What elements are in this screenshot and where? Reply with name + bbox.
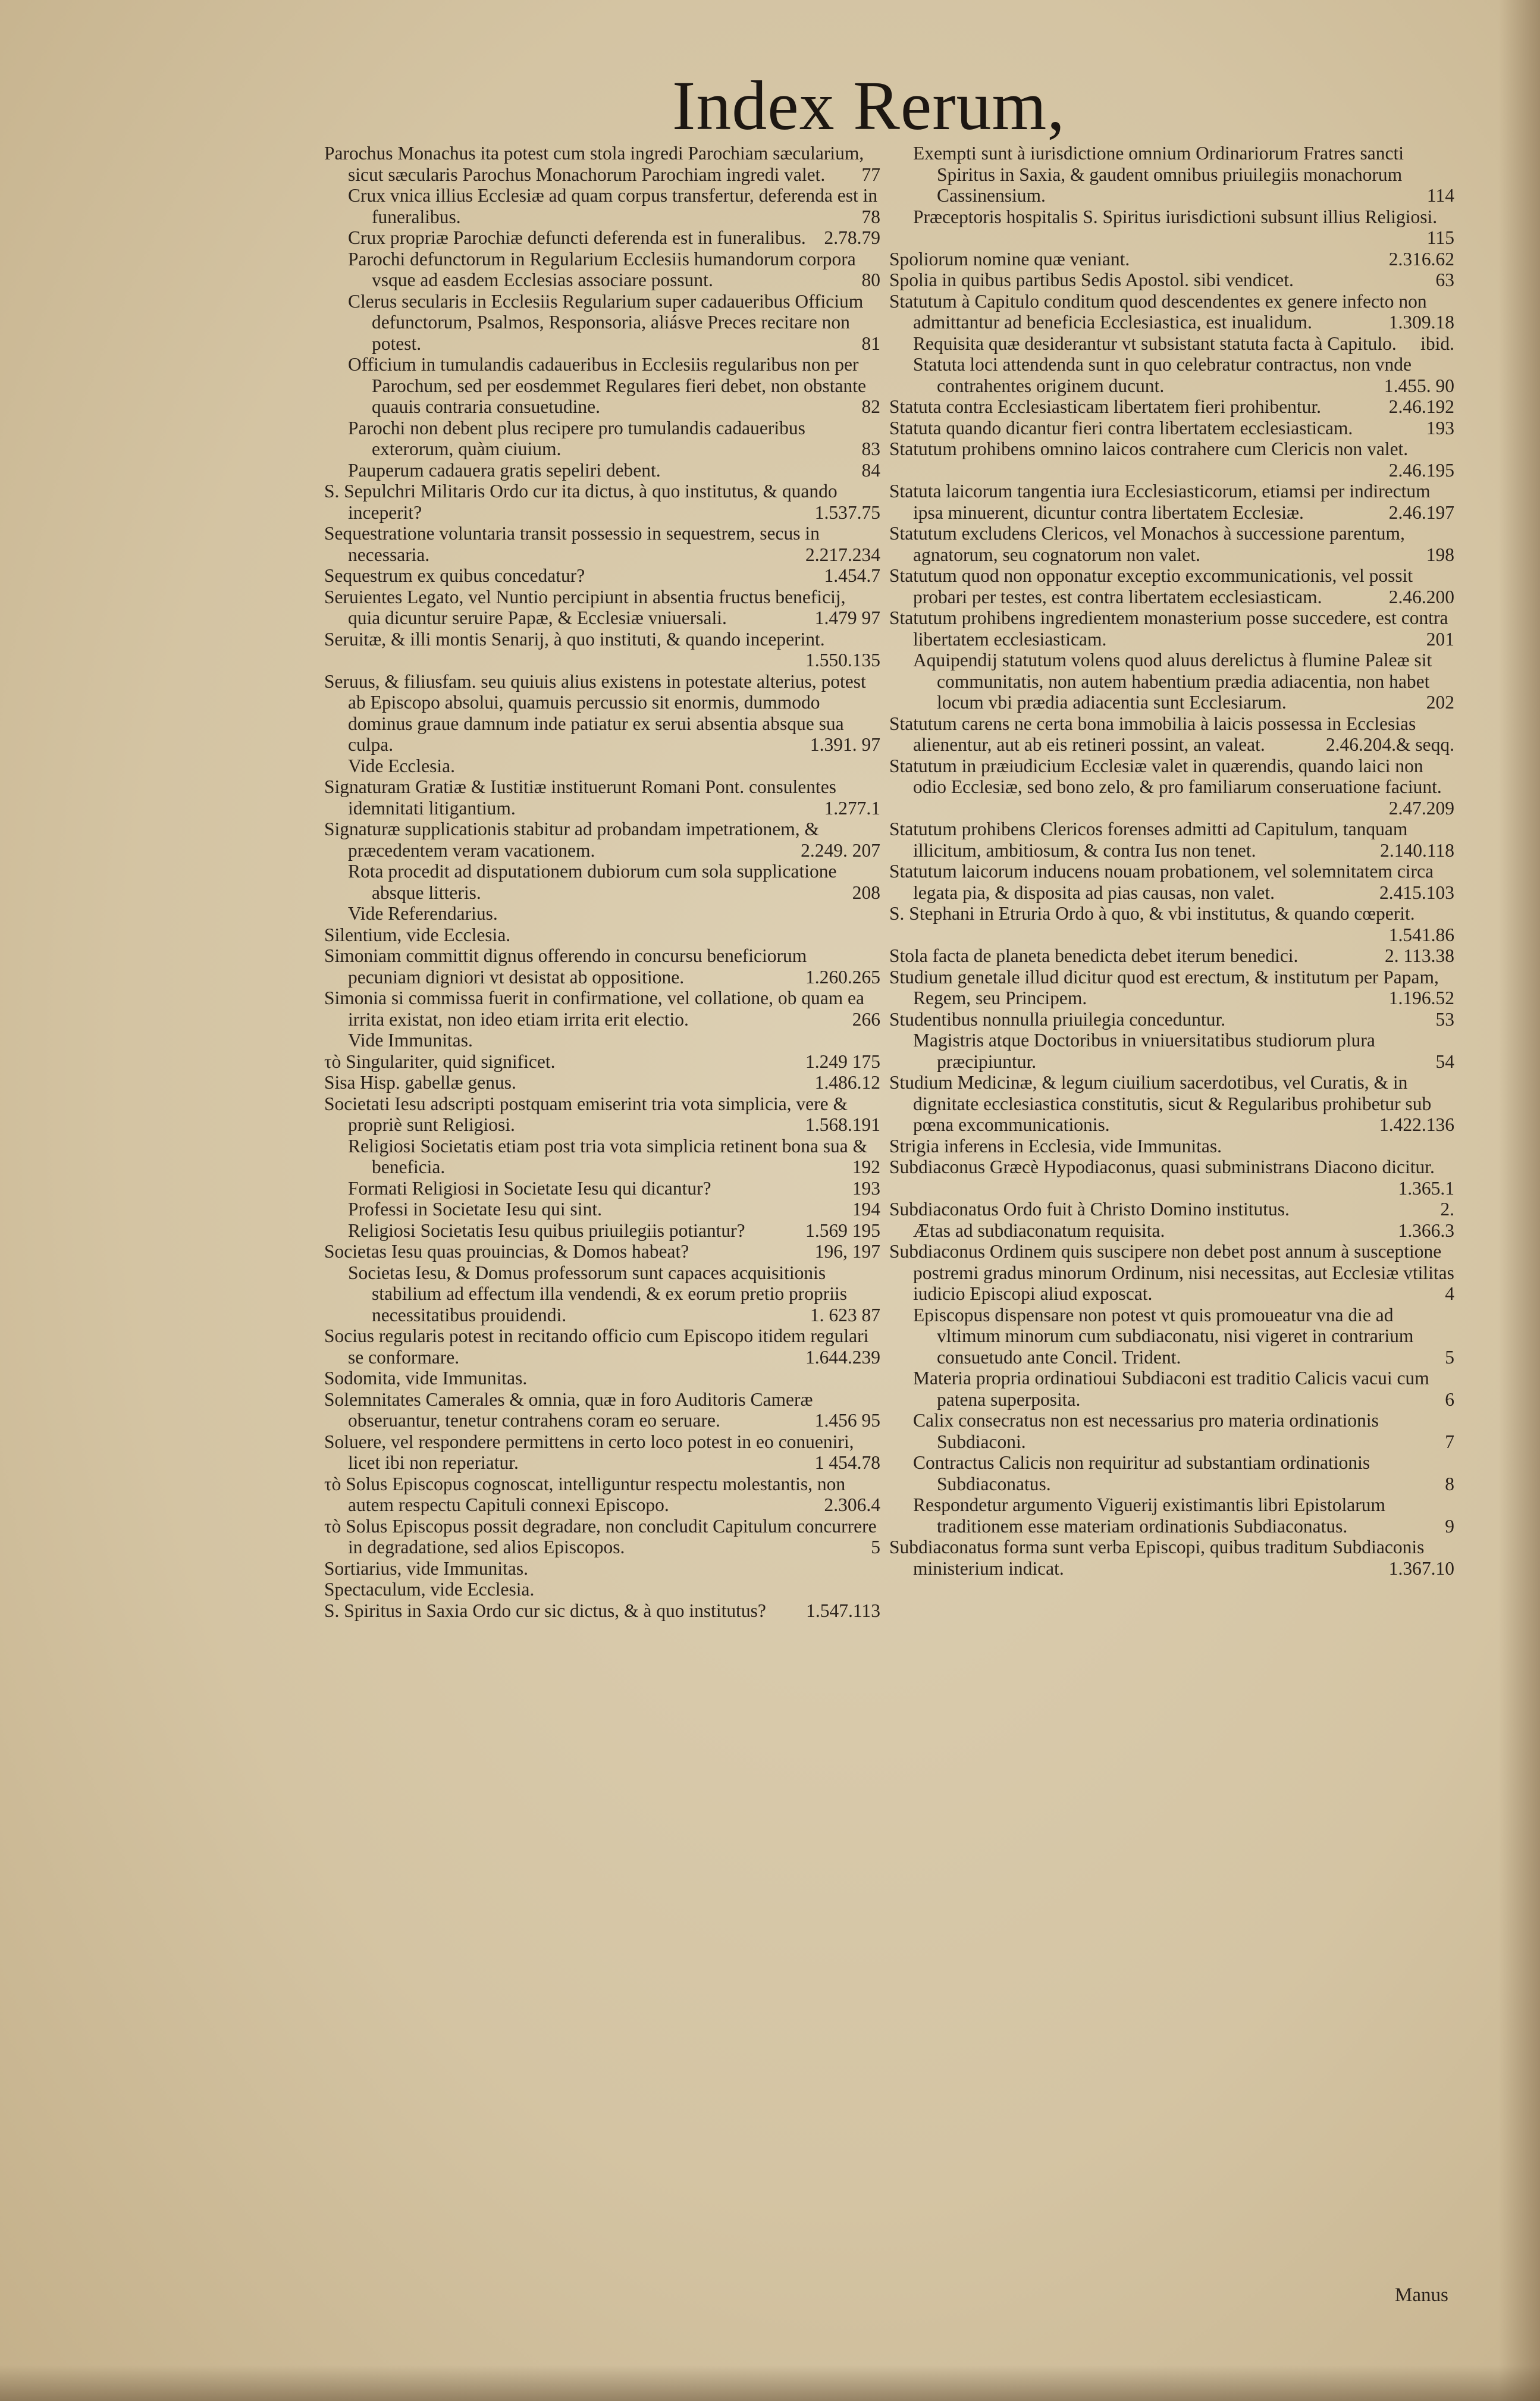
index-entry xyxy=(324,1030,880,1051)
entry-text: S. Spiritus in Saxia Ordo cur sic dictus, & à quo institutus? xyxy=(324,1600,766,1621)
entry-text: Subdiaconus Græcè Hypodiaconus, quasi subministrans Diacono dicitur. xyxy=(889,1156,1435,1177)
entry-text: Statutum excludens Clericos, vel Monachos à successione parentum, agnatorum, seu cognatorum non valet. xyxy=(889,523,1405,565)
entry-text: Officium in tumulandis cadaueribus in Ecclesiis regularibus non per Parochum, sed per eosdemmet Regulares fieri debet, non obstante quauis contraria consuetudine. xyxy=(348,354,866,417)
index-entry xyxy=(324,1474,880,1516)
entry-text: Sequestrum ex quibus concedatur? xyxy=(324,565,585,586)
entry-text: Vide Immunitas. xyxy=(348,1030,473,1051)
index-entry xyxy=(889,1410,1454,1452)
entry-reference: 1.486.12 xyxy=(814,1072,880,1093)
entry-reference: 2.78.79 xyxy=(824,227,880,248)
entry-reference: 82 xyxy=(861,396,880,417)
index-entry xyxy=(324,1093,880,1136)
index-entry xyxy=(889,967,1454,1009)
entry-text: Seruitæ, & illi montis Senarij, à quo instituti, & quando inceperint. xyxy=(324,628,825,650)
entry-reference: 1 454.78 xyxy=(814,1452,880,1473)
index-entry xyxy=(889,291,1454,333)
entry-reference: 2.46.204.& seqq. xyxy=(1325,734,1454,755)
entry-reference: ibid. xyxy=(1420,333,1454,354)
entry-text: Statutum prohibens omnino laicos contrahere cum Clericis non valet. xyxy=(889,438,1409,459)
entry-text: Statuta loci attendenda sunt in quo celebratur contractus, non vnde contrahentes originem ducunt. xyxy=(913,354,1412,396)
entry-reference: 2.316.62 xyxy=(1388,248,1454,269)
index-entry xyxy=(324,1072,880,1093)
index-entry xyxy=(324,756,880,777)
index-entry xyxy=(889,607,1454,650)
index-column-left xyxy=(324,143,880,1621)
index-entry xyxy=(324,1325,880,1368)
entry-text: Religiosi Societatis Iesu quibus priuilegiis potiantur? xyxy=(348,1220,745,1241)
entry-text: Strigia inferens in Ecclesia, vide Immunitas. xyxy=(889,1135,1222,1156)
page-edge-shadow xyxy=(1498,0,1540,2401)
entry-text: Subdiaconus Ordinem quis suscipere non debet post annum à susceptione postremi gradus minorum Ordinum, nisi necessitas, aut Ecclesiæ vtilitas iudicio Episcopi aliud exposcat. xyxy=(889,1241,1454,1304)
entry-reference: 84 xyxy=(861,459,880,481)
entry-text: Formati Religiosi in Societate Iesu qui dicantur? xyxy=(348,1177,711,1199)
entry-reference: 1.568.191 xyxy=(805,1114,880,1135)
index-entry xyxy=(889,1072,1454,1136)
entry-text: Stola facta de planeta benedicta debet iterum benedici. xyxy=(889,945,1299,966)
entry-reference: 1.547.113 xyxy=(806,1600,880,1621)
entry-reference: 80 xyxy=(861,269,880,290)
index-entry xyxy=(889,756,1454,819)
entry-text: Societas Iesu quas prouincias, & Domos habeat? xyxy=(324,1241,689,1262)
index-entry xyxy=(324,1431,880,1474)
index-entry xyxy=(324,1558,880,1579)
index-entry xyxy=(889,523,1454,565)
index-column-right xyxy=(889,143,1454,1579)
entry-reference: 2.46.200 xyxy=(1388,586,1454,607)
entry-reference: 2.217.234 xyxy=(805,544,880,565)
index-entry xyxy=(324,1579,880,1600)
entry-text: Statutum carens ne certa bona immobilia à laicis possessa in Ecclesias alienentur, aut ab eis retineri possint, an valeat. xyxy=(889,713,1416,755)
entry-text: Professi in Societate Iesu qui sint. xyxy=(348,1199,602,1220)
entry-text: Clerus secularis in Ecclesiis Regularium super cadaueribus Officium defunctorum, Psalmos, Responsoria, aliásve Preces recitare non potest. xyxy=(348,290,864,354)
catchword: Manus xyxy=(1395,2284,1448,2306)
entry-text: Rota procedit ad disputationem dubiorum cum sola supplicatione absque litteris. xyxy=(348,861,837,903)
index-entry xyxy=(889,206,1454,249)
index-entry xyxy=(889,1368,1454,1410)
index-entry xyxy=(889,819,1454,861)
entry-text: τò Solus Episcopus possit degradare, non concludit Capitulum concurrere in degradatione, sed alios Episcopos. xyxy=(324,1515,877,1557)
entry-text: Seruientes Legato, vel Nuntio percipiunt in absentia fructus beneficij, quia dicuntur seruire Papæ, & Ecclesiæ vniuersali. xyxy=(324,586,846,628)
entry-text: Solemnitates Camerales & omnia, quæ in foro Auditoris Cameræ obseruantur, tenetur contrahens coram eo seruare. xyxy=(324,1388,813,1431)
entry-reference: 1.456 95 xyxy=(814,1410,880,1431)
index-entry xyxy=(889,143,1454,206)
index-entry xyxy=(324,924,880,946)
entry-text: Crux vnica illius Ecclesiæ ad quam corpus transfertur, deferenda est in funeralibus. xyxy=(348,185,878,227)
entry-text: Statutum in præiudicium Ecclesiæ valet in quærendis, quando laici non odio Ecclesiæ, sed bono zelo, & pro familiarum conseruatione faciunt. xyxy=(889,755,1442,797)
index-entry xyxy=(889,438,1454,481)
entry-reference: 2.306.4 xyxy=(824,1494,880,1515)
entry-text: Statutum laicorum inducens nouam probationem, vel solemnitatem circa legata pia, & disposita ad pias causas, non valet. xyxy=(889,861,1434,903)
entry-text: Pauperum cadauera gratis sepeliri debent. xyxy=(348,459,661,481)
entry-reference: 208 xyxy=(852,882,880,903)
index-entry xyxy=(324,1136,880,1178)
index-entry xyxy=(889,1136,1454,1157)
index-entry xyxy=(324,418,880,460)
entry-reference: 7 xyxy=(1445,1431,1454,1452)
index-entry xyxy=(324,523,880,565)
entry-reference: 1.367.10 xyxy=(1388,1557,1454,1579)
index-entry xyxy=(324,291,880,355)
index-entry xyxy=(324,143,880,185)
entry-reference: 114 xyxy=(1426,185,1454,206)
entry-reference: 115 xyxy=(1426,227,1454,248)
entry-text: Parochi defunctorum in Regularium Ecclesiis humandorum corpora vsque ad easdem Ecclesias associare possunt. xyxy=(348,248,856,290)
entry-reference: 1.537.75 xyxy=(814,501,880,523)
entry-text: Statutum prohibens Clericos forenses admitti ad Capitulum, tanquam illicitum, ambitiosum, & contra Ius non tenet. xyxy=(889,819,1408,861)
entry-text: Societati Iesu adscripti postquam emiserint tria vota simplicia, vere & propriè sunt Religiosi. xyxy=(324,1093,848,1135)
entry-reference: 192 xyxy=(852,1156,880,1177)
entry-text: Parochi non debent plus recipere pro tumulandis cadaueribus exterorum, quàm ciuium. xyxy=(348,417,805,459)
entry-reference: 1. 623 87 xyxy=(810,1304,880,1325)
entry-text: Præceptoris hospitalis S. Spiritus iurisdictioni subsunt illius Religiosi. xyxy=(913,206,1438,227)
index-entry xyxy=(324,945,880,988)
entry-reference: 2. xyxy=(1440,1199,1454,1220)
entry-text: Vide Referendarius. xyxy=(348,903,498,924)
entry-text: Magistris atque Doctoribus in vniuersitatibus studiorum plura præcipiuntur. xyxy=(913,1030,1375,1072)
entry-text: Exempti sunt à iurisdictione omnium Ordinariorum Fratres sancti Spiritus in Saxia, & gaudent omnibus priuilegiis monachorum Cassinensium. xyxy=(913,143,1404,206)
entry-text: Societas Iesu, & Domus professorum sunt capaces acquisitionis stabilium ad effectum illa vendendi, & ex eorum pretio propriis necessitatibus prouidendi. xyxy=(348,1262,847,1325)
index-entry xyxy=(324,227,880,249)
entry-reference: 54 xyxy=(1435,1051,1454,1072)
index-entry xyxy=(889,249,1454,270)
index-entry xyxy=(889,1156,1454,1199)
index-entry xyxy=(324,1600,880,1622)
entry-text: Statutum prohibens ingredientem monasterium posse succedere, est contra libertatem ecclesiasticam. xyxy=(889,607,1448,650)
index-entry xyxy=(889,861,1454,903)
entry-text: Simonia si commissa fuerit in confirmatione, vel collatione, ob quam ea irrita existat, non ideo etiam irrita erit electio. xyxy=(324,988,865,1030)
entry-reference: 1.365.1 xyxy=(1398,1177,1454,1199)
entry-text: Contractus Calicis non requiritur ad substantiam ordinationis Subdiaconatus. xyxy=(913,1452,1370,1494)
entry-reference: 81 xyxy=(861,333,880,354)
entry-reference: 1.366.3 xyxy=(1398,1220,1454,1241)
entry-text: Soluere, vel respondere permittens in certo loco potest in eo conueniri, licet ibi non reperiatur. xyxy=(324,1431,854,1473)
entry-text: Seruus, & filiusfam. seu quiuis alius existens in potestate alterius, potest ab Episcopo absolui, quamuis percussio sit enormis, dummodo dominus graue damnum inde patiatur ex serui absentia absque sua culpa. xyxy=(324,670,866,755)
entry-reference: 194 xyxy=(852,1199,880,1220)
entry-text: Ætas ad subdiaconatum requisita. xyxy=(913,1220,1165,1241)
index-entry xyxy=(324,1241,880,1262)
index-entry xyxy=(324,671,880,756)
entry-reference: 2.140.118 xyxy=(1380,839,1454,861)
entry-reference: 5 xyxy=(1445,1346,1454,1368)
index-entry xyxy=(889,1537,1454,1579)
entry-text: Religiosi Societatis etiam post tria vota simplicia retinent bona sua & beneficia. xyxy=(348,1135,868,1177)
entry-reference: 1.644.239 xyxy=(805,1346,880,1368)
index-entry xyxy=(889,713,1454,756)
entry-reference: 8 xyxy=(1445,1473,1454,1494)
entry-reference: 5 xyxy=(871,1537,880,1557)
entry-text: Sequestratione voluntaria transit possessio in sequestrem, secus in necessaria. xyxy=(324,523,820,565)
entry-reference: 193 xyxy=(852,1177,880,1199)
entry-reference: 83 xyxy=(861,438,880,459)
entry-text: Studium Medicinæ, & legum ciuilium sacerdotibus, vel Curatis, & in dignitate ecclesiastica constitutis, sicut & Regularibus prohibetur sub pœna excommunicationis. xyxy=(889,1072,1432,1135)
entry-reference: 2.47.209 xyxy=(1388,797,1454,819)
entry-reference: 2.46.197 xyxy=(1388,501,1454,523)
entry-reference: 1.260.265 xyxy=(805,966,880,988)
entry-text: Simoniam committit dignus offerendo in concursu beneficiorum pecuniam digniori vt desistat ab oppositione. xyxy=(324,945,807,988)
index-entry xyxy=(889,945,1454,967)
index-entry xyxy=(324,988,880,1030)
entry-reference: 201 xyxy=(1426,628,1454,650)
entry-text: Statutum à Capitulo conditum quod descendentes ex genere infecto non admittantur ad beneficia Ecclesiastica, est inualidum. xyxy=(889,290,1427,333)
index-entry xyxy=(889,565,1454,607)
entry-reference: 1.550.135 xyxy=(805,650,880,670)
index-entry xyxy=(324,1389,880,1431)
entry-reference: 53 xyxy=(1435,1008,1454,1030)
entry-reference: 2. 113.38 xyxy=(1385,945,1454,966)
entry-text: Statutum quod non opponatur exceptio excommunicationis, vel possit probari per testes, est contra libertatem ecclesiasticam. xyxy=(889,565,1413,607)
index-entry xyxy=(889,903,1454,945)
entry-reference: 2.249. 207 xyxy=(801,839,880,861)
entry-text: Aquipendij statutum volens quod aluus derelictus à flumine Paleæ sit communitatis, non autem habentium prædia adiacentia, non habet locum vbi prædia adiacentia sunt Ecclesiarum. xyxy=(913,650,1432,713)
index-entry xyxy=(324,185,880,227)
index-entry xyxy=(889,1199,1454,1220)
entry-reference: 2.46.192 xyxy=(1388,396,1454,417)
entry-text: Crux propriæ Parochiæ defuncti deferenda est in funeralibus. xyxy=(348,227,806,248)
entry-reference: 63 xyxy=(1435,269,1454,290)
index-entry xyxy=(889,1452,1454,1494)
entry-text: Episcopus dispensare non potest vt quis promoueatur vna die ad vltimum minorum cum subdiaconatu, nisi vigeret in contrarium consuetudo ante Concil. Trident. xyxy=(913,1304,1414,1368)
entry-reference: 2.415.103 xyxy=(1379,882,1454,903)
entry-text: Sortiarius, vide Immunitas. xyxy=(324,1557,528,1579)
entry-text: Studentibus nonnulla priuilegia conceduntur. xyxy=(889,1008,1226,1030)
entry-reference: 202 xyxy=(1426,692,1454,713)
entry-text: Respondetur argumento Viguerij existimantis libri Epistolarum traditionem esse materiam ordinationis Subdiaconatus. xyxy=(913,1494,1385,1537)
entry-text: Parochus Monachus ita potest cum stola ingredi Parochiam sæcularium, sicut sæcularis Parochus Monachorum Parochiam ingredi valet. xyxy=(324,143,864,185)
index-entry xyxy=(324,861,880,903)
index-entry xyxy=(324,481,880,523)
entry-text: Subdiaconatus forma sunt verba Episcopi, quibus traditum Subdiaconis ministerium indicat. xyxy=(889,1537,1425,1579)
index-entry xyxy=(889,1241,1454,1305)
entry-text: S. Sepulchri Militaris Ordo cur ita dictus, à quo institutus, & quando inceperit? xyxy=(324,481,838,523)
entry-reference: 1.569 195 xyxy=(805,1220,880,1241)
entry-text: Vide Ecclesia. xyxy=(348,755,456,776)
entry-text: Requisita quæ desiderantur vt subsistant statuta facta à Capitulo. xyxy=(913,333,1397,354)
page-bottom-shadow xyxy=(0,2365,1540,2401)
entry-reference: 77 xyxy=(861,164,880,185)
index-entry xyxy=(889,1494,1454,1537)
index-entry xyxy=(324,565,880,587)
index-entry xyxy=(324,903,880,924)
entry-text: Materia propria ordinatioui Subdiaconi est traditio Calicis vacui cum patena superposita. xyxy=(913,1368,1429,1410)
entry-reference: 1.479 97 xyxy=(814,607,880,628)
index-entry xyxy=(324,819,880,861)
index-entry xyxy=(324,1199,880,1220)
index-entry xyxy=(324,1368,880,1389)
entry-reference: 1.249 175 xyxy=(805,1051,880,1072)
entry-text: Statuta laicorum tangentia iura Ecclesiasticorum, etiamsi per indirectum ipsa minuerent, dicuntur contra libertatem Ecclesiæ. xyxy=(889,481,1431,523)
index-entry xyxy=(889,1009,1454,1030)
index-entry xyxy=(324,1178,880,1199)
entry-text: Studium genetale illud dicitur quod est erectum, & institutum per Papam, Regem, seu Principem. xyxy=(889,966,1439,1008)
index-entry xyxy=(324,1220,880,1242)
index-entry xyxy=(324,249,880,291)
entry-reference: 6 xyxy=(1445,1388,1454,1410)
index-entry xyxy=(324,776,880,819)
index-entry xyxy=(889,333,1454,355)
entry-text: Sisa Hisp. gabellæ genus. xyxy=(324,1072,516,1093)
entry-reference: 9 xyxy=(1445,1515,1454,1537)
entry-text: Signaturam Gratiæ & Iustitiæ instituerunt Romani Pont. consulentes idemnitati litigantium. xyxy=(324,776,836,819)
entry-text: Socius regularis potest in recitando officio cum Episcopo itidem regulari se conformare. xyxy=(324,1325,869,1368)
entry-reference: 1.541.86 xyxy=(1388,924,1454,945)
entry-reference: 1.455. 90 xyxy=(1384,375,1454,396)
index-entry xyxy=(324,354,880,418)
entry-text: Sodomita, vide Immunitas. xyxy=(324,1368,528,1388)
index-entry xyxy=(889,269,1454,291)
index-entry xyxy=(889,1030,1454,1072)
index-entry xyxy=(889,354,1454,396)
index-entry xyxy=(889,1220,1454,1242)
entry-text: Statuta contra Ecclesiasticam libertatem fieri prohibentur. xyxy=(889,396,1321,417)
index-entry xyxy=(889,650,1454,713)
entry-reference: 193 xyxy=(1426,417,1454,438)
entry-text: Spectaculum, vide Ecclesia. xyxy=(324,1579,535,1600)
entry-text: Spoliorum nomine quæ veniant. xyxy=(889,248,1130,269)
entry-reference: 1.309.18 xyxy=(1388,312,1454,333)
entry-reference: 2.46.195 xyxy=(1388,459,1454,481)
index-entry xyxy=(889,396,1454,418)
entry-reference: 78 xyxy=(861,206,880,227)
entry-reference: 4 xyxy=(1445,1283,1454,1304)
entry-reference: 1.196.52 xyxy=(1388,988,1454,1008)
entry-text: Silentium, vide Ecclesia. xyxy=(324,924,511,945)
entry-reference: 1.391. 97 xyxy=(810,734,880,755)
entry-text: Calix consecratus non est necessarius pro materia ordinationis Subdiaconi. xyxy=(913,1410,1379,1452)
page-title: Index Rerum, xyxy=(672,67,1065,145)
entry-reference: 266 xyxy=(852,1008,880,1030)
entry-reference: 196, 197 xyxy=(814,1241,880,1262)
index-entry xyxy=(324,460,880,481)
entry-text: Subdiaconatus Ordo fuit à Christo Domino institutus. xyxy=(889,1199,1290,1220)
entry-reference: 1.422.136 xyxy=(1379,1114,1454,1135)
entry-text: Spolia in quibus partibus Sedis Apostol. sibi vendicet. xyxy=(889,269,1294,290)
entry-reference: 198 xyxy=(1426,544,1454,565)
entry-text: τò Solus Episcopus cognoscat, intelliguntur respectu molestantis, non autem respectu Capituli connexi Episcopo. xyxy=(324,1473,846,1515)
entry-text: Signaturæ supplicationis stabitur ad probandam impetrationem, & præcedentem veram vacationem. xyxy=(324,819,819,861)
index-entry xyxy=(324,587,880,629)
index-entry xyxy=(324,1516,880,1558)
index-entry xyxy=(889,418,1454,439)
entry-reference: 1.277.1 xyxy=(824,797,880,819)
index-entry xyxy=(324,1262,880,1326)
entry-text: S. Stephani in Etruria Ordo à quo, & vbi institutus, & quando cœperit. xyxy=(889,903,1415,924)
entry-text: τò Singulariter, quid significet. xyxy=(324,1051,556,1072)
entry-text: Statuta quando dicantur fieri contra libertatem ecclesiasticam. xyxy=(889,417,1353,438)
index-entry xyxy=(324,629,880,671)
index-entry xyxy=(889,481,1454,523)
entry-reference: 1.454.7 xyxy=(824,565,880,586)
index-entry xyxy=(324,1051,880,1073)
index-entry xyxy=(889,1305,1454,1368)
